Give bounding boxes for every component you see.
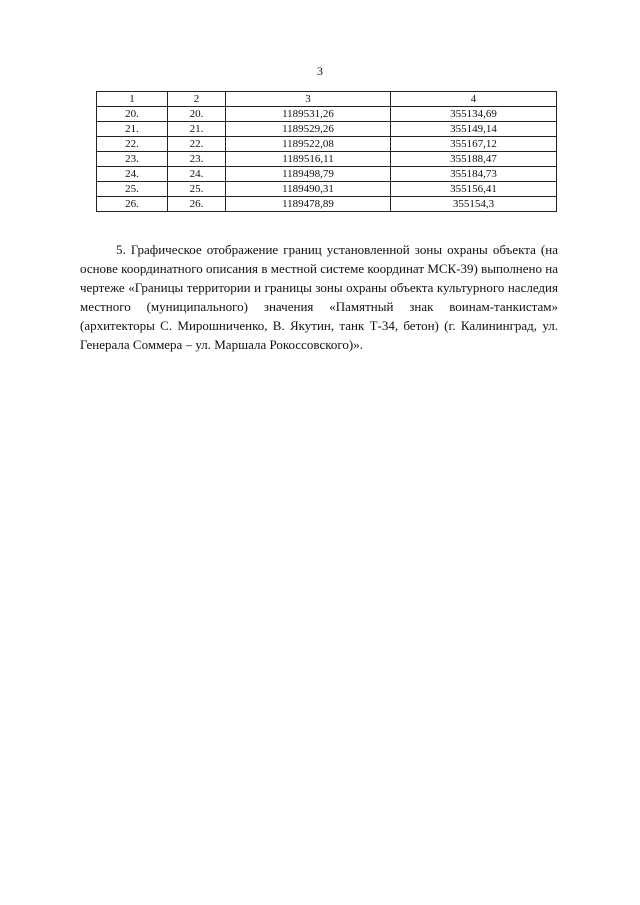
table-row bbox=[97, 152, 557, 167]
table-row bbox=[97, 137, 557, 152]
column-header: 1 bbox=[97, 92, 168, 107]
point-number-cell: 26. bbox=[97, 197, 168, 212]
point-number-cell: 23. bbox=[97, 152, 168, 167]
table-row bbox=[97, 197, 557, 212]
column-header: 4 bbox=[391, 92, 557, 107]
point-id-cell: 25. bbox=[168, 182, 226, 197]
point-id-cell: 21. bbox=[168, 122, 226, 137]
table-row bbox=[97, 122, 557, 137]
point-id-cell: 20. bbox=[168, 107, 226, 122]
y-coordinate-cell: 355184,73 bbox=[391, 167, 557, 182]
column-header: 3 bbox=[226, 92, 391, 107]
x-coordinate-cell: 1189478,89 bbox=[226, 197, 391, 212]
column-header: 2 bbox=[168, 92, 226, 107]
point-number-cell: 24. bbox=[97, 167, 168, 182]
y-coordinate-cell: 355167,12 bbox=[391, 137, 557, 152]
y-coordinate-cell: 355149,14 bbox=[391, 122, 557, 137]
x-coordinate-cell: 1189498,79 bbox=[226, 167, 391, 182]
point-number-cell: 21. bbox=[97, 122, 168, 137]
x-coordinate-cell: 1189516,11 bbox=[226, 152, 391, 167]
point-id-cell: 26. bbox=[168, 197, 226, 212]
x-coordinate-cell: 1189529,26 bbox=[226, 122, 391, 137]
page-number: 3 bbox=[317, 64, 323, 78]
body-text bbox=[80, 240, 558, 354]
paragraph-5: 5. Графическое отображение границ установленной зоны охраны объекта (на основе координатного описания в местной системе координат МСК-39) выполнено на чертеже «Границы территории и границы зоны охраны объекта культурного наследия местного (муниципального) значения «Памятный знак воинам-танкистам» (архитекторы С. Мирошниченко, В. Якутин, танк Т-34, бетон) (г. Калининград, ул. Генерала Соммера – ул. Маршала Рокоссовского)». bbox=[80, 242, 558, 352]
point-number-cell: 22. bbox=[97, 137, 168, 152]
point-id-cell: 24. bbox=[168, 167, 226, 182]
point-number-cell: 20. bbox=[97, 107, 168, 122]
point-id-cell: 22. bbox=[168, 137, 226, 152]
table-row bbox=[97, 107, 557, 122]
x-coordinate-cell: 1189522,08 bbox=[226, 137, 391, 152]
y-coordinate-cell: 355188,47 bbox=[391, 152, 557, 167]
y-coordinate-cell: 355134,69 bbox=[391, 107, 557, 122]
x-coordinate-cell: 1189490,31 bbox=[226, 182, 391, 197]
point-id-cell: 23. bbox=[168, 152, 226, 167]
x-coordinate-cell: 1189531,26 bbox=[226, 107, 391, 122]
coordinates-table bbox=[96, 91, 557, 212]
y-coordinate-cell: 355156,41 bbox=[391, 182, 557, 197]
y-coordinate-cell: 355154,3 bbox=[391, 197, 557, 212]
table-row bbox=[97, 167, 557, 182]
table-header-row bbox=[97, 92, 557, 107]
table-row bbox=[97, 182, 557, 197]
point-number-cell: 25. bbox=[97, 182, 168, 197]
